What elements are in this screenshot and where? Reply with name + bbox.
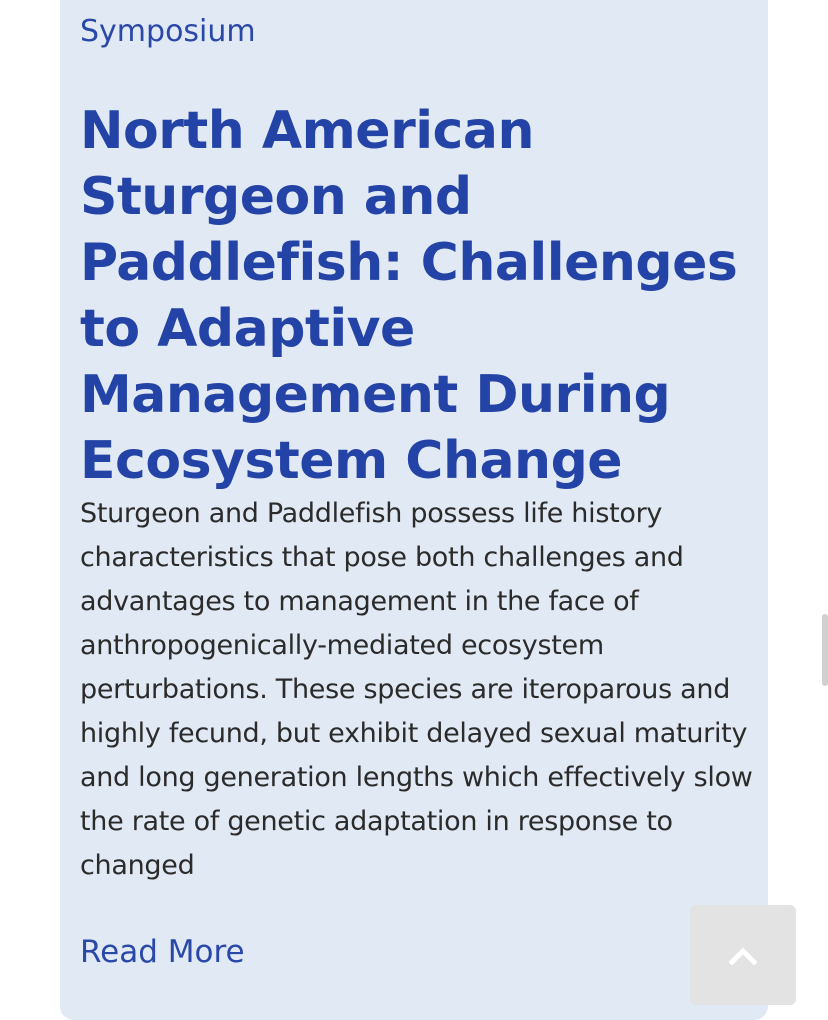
category-link[interactable]: Symposium — [80, 14, 256, 49]
post-excerpt: Sturgeon and Paddlefish possess life history characteristics that pose both challenges and advantages to management in the face of anthropogenically-mediated ecosystem perturbations. These species are iteroparous and highly fecund, but exhibit delayed sexual maturity and long generation lengths which effectively slow the rate of genetic adaptation in response to changed — [80, 498, 753, 881]
chevron-up-icon — [729, 905, 757, 969]
read-more-link[interactable]: Read More — [80, 934, 245, 970]
scroll-to-top-button[interactable] — [690, 905, 796, 1005]
page-scrollbar[interactable] — [822, 614, 828, 686]
post-title[interactable]: North American Sturgeon and Paddlefish: Challenges to Adaptive Management During Ecosystem Change — [80, 101, 738, 491]
